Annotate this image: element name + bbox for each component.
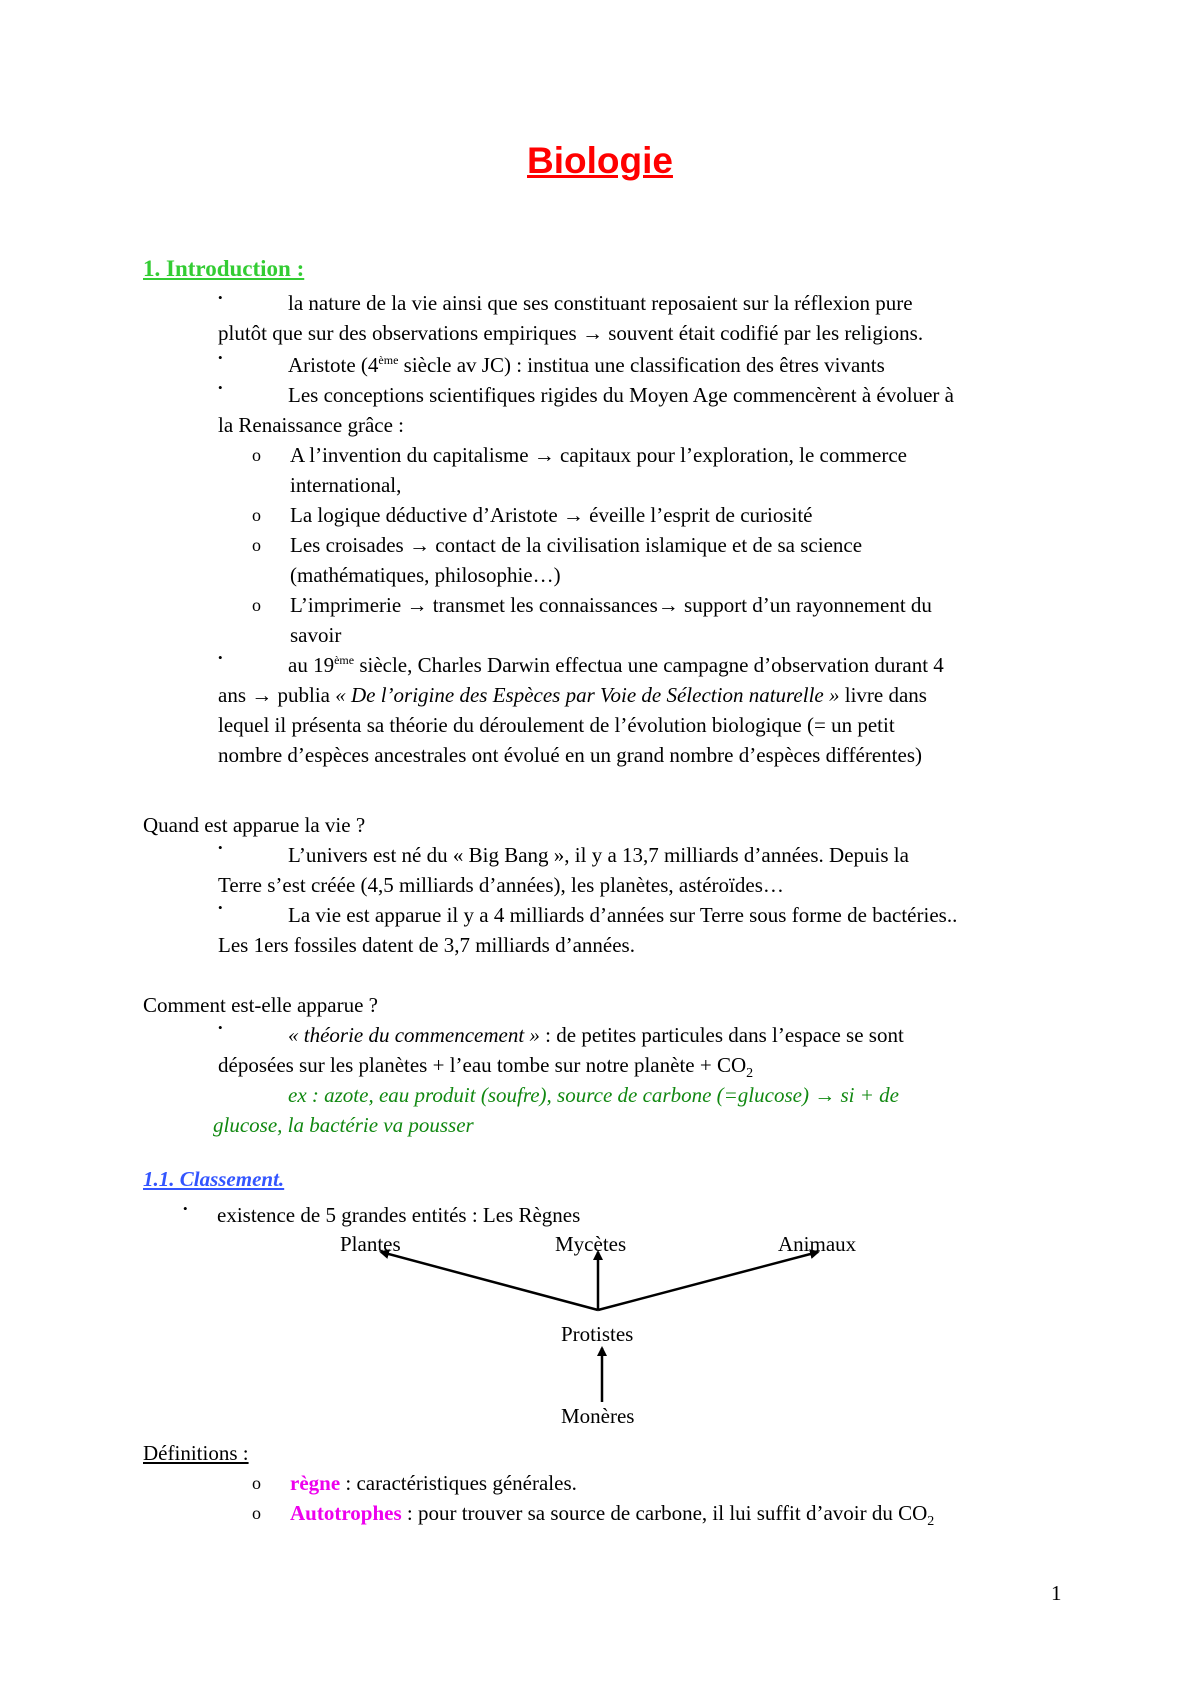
when-bullet-2-line-2: Les 1ers fossiles datent de 3,7 milliards d’années.	[218, 933, 635, 957]
bullet-icon: •	[218, 1020, 223, 1035]
how-example-line-2: glucose, la bactérie va pousser	[213, 1113, 474, 1137]
circle-bullet-icon: o	[252, 595, 261, 615]
arrow-to-animaux	[598, 1252, 818, 1310]
intro-sub-4-line-1: L’imprimerie → transmet les connaissances→ support d’un rayonnement du	[290, 593, 932, 617]
section-heading-classement: 1.1. Classement.	[143, 1167, 285, 1191]
diagram-label-animaux: Animaux	[778, 1232, 857, 1256]
intro-sub-1-line-2: international,	[290, 473, 402, 497]
how-bullet-1-line-2: déposées sur les planètes + l’eau tombe sur notre planète + $CO_2$	[218, 1053, 754, 1082]
intro-bullet-4-line-2: ans → publia « De l’origine des Espèces par Voie de Sélection naturelle » livre dans	[218, 683, 927, 707]
intro-bullet-4-line-3: lequel il présenta sa théorie du déroulement de l’évolution biologique (= un petit	[218, 713, 895, 737]
intro-sub-3-line-1: Les croisades → contact de la civilisation islamique et de sa science	[290, 533, 863, 557]
when-bullet-1-line-1: L’univers est né du « Big Bang », il y a 13,7 milliards d’années. Depuis la	[288, 843, 909, 867]
intro-bullet-3-line-2: la Renaissance grâce :	[218, 413, 404, 437]
intro-bullet-2: Aristote (4ème siècle av JC) : institua une classification des êtres vivants	[288, 353, 885, 377]
when-bullet-2-line-1: La vie est apparue il y a 4 milliards d’années sur Terre sous forme de bactéries..	[288, 903, 958, 927]
intro-bullet-1-line-2: plutôt que sur des observations empiriques → souvent était codifié par les religions.	[218, 321, 924, 345]
diagram-label-mycetes: Mycètes	[555, 1232, 627, 1256]
intro-sub-2: La logique déductive d’Aristote → éveille l’esprit de curiosité	[290, 503, 813, 527]
arrow-to-plantes	[381, 1252, 598, 1310]
circle-bullet-icon: o	[252, 505, 261, 525]
circle-bullet-icon: o	[252, 445, 261, 465]
how-bullet-1-line-1: « théorie du commencement » : de petites particules dans l’espace se sont	[288, 1023, 904, 1047]
intro-bullet-1-line-1: la nature de la vie ainsi que ses constituant reposaient sur la réflexion pure	[288, 291, 913, 315]
definitions-heading: Définitions :	[143, 1441, 249, 1465]
intro-bullet-3-line-1: Les conceptions scientifiques rigides du Moyen Age commencèrent à évoluer à	[288, 383, 954, 407]
diagram-label-protistes: Protistes	[561, 1322, 634, 1346]
diagram-label-moneres: Monères	[561, 1404, 635, 1428]
when-bullet-1-line-2: Terre s’est créée (4,5 milliards d’années), les planètes, astéroïdes…	[218, 873, 784, 897]
intro-sub-4-line-2: savoir	[290, 623, 342, 647]
page-title: Biologie	[527, 140, 673, 181]
diagram-label-plantes: Plantes	[340, 1232, 401, 1256]
question-how: Comment est-elle apparue ?	[143, 993, 378, 1017]
circle-bullet-icon: o	[252, 1503, 261, 1523]
circle-bullet-icon: o	[252, 535, 261, 555]
bullet-icon: •	[218, 350, 223, 365]
intro-bullet-4-line-1: au 19ème siècle, Charles Darwin effectua une campagne d’observation durant 4	[288, 653, 944, 677]
intro-sub-3-line-2: (mathématiques, philosophie…)	[290, 563, 561, 587]
classement-bullet: existence de 5 grandes entités : Les Règnes	[217, 1203, 581, 1227]
how-example-line-1: ex : azote, eau produit (soufre), source de carbone (=glucose) → si + de	[288, 1083, 899, 1107]
bullet-icon: •	[218, 380, 223, 395]
bullet-icon: •	[183, 1201, 188, 1216]
bullet-icon: •	[218, 650, 223, 665]
bullet-icon: •	[218, 900, 223, 915]
intro-bullet-4-line-4: nombre d’espèces ancestrales ont évolué en un grand nombre d’espèces différentes)	[218, 743, 922, 767]
section-heading-introduction: 1. Introduction :	[143, 256, 305, 281]
bullet-icon: •	[218, 290, 223, 305]
bullet-icon: •	[218, 840, 223, 855]
definition-regne: règne : caractéristiques générales.	[290, 1471, 577, 1495]
page-number: 1	[1051, 1581, 1062, 1605]
definition-autotrophes: Autotrophes : pour trouver sa source de carbone, il lui suffit d’avoir du $CO_2$	[290, 1501, 935, 1530]
intro-sub-1-line-1: A l’invention du capitalisme → capitaux pour l’exploration, le commerce	[290, 443, 907, 467]
question-when: Quand est apparue la vie ?	[143, 813, 366, 837]
circle-bullet-icon: o	[252, 1473, 261, 1493]
